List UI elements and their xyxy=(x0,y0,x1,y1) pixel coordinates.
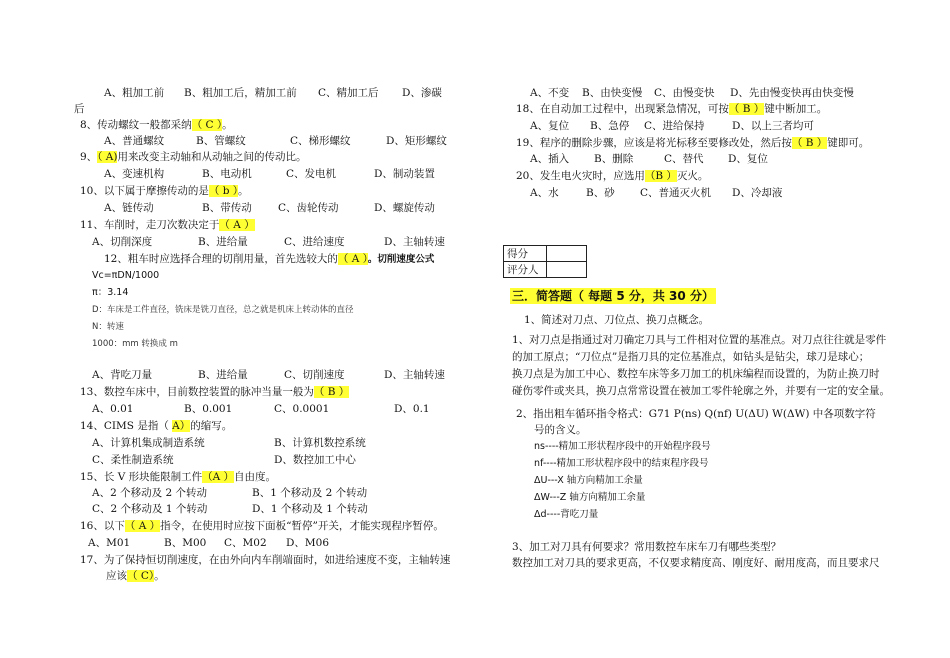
question-13: 13、数控车床中，目前数控装置的脉冲当量一般为（ B ） xyxy=(80,386,350,398)
formula-line: D：车床是工件直径，铣床是铣刀直径，总之就是机床上转动体的直径 xyxy=(92,305,354,315)
paragraph-line: 1、对刀点是指通过对刀确定刀具与工件相对位置的基准点。对刀点往往就是零件 xyxy=(512,334,887,346)
question-9: 9、（ A)用来改变主动轴和从动轴之间的传动比。 xyxy=(80,151,307,163)
paragraph-line: 的加工原点；“刀位点”是指刀具的定位基准点，如钻头是钻尖，球刀是球心； xyxy=(512,351,870,363)
option-line: A、0.01 B、0.001 C、0.0001 D、0.1 xyxy=(92,403,430,415)
question-20: 20、发生电火灾时，应选用（B ）灭火。 xyxy=(516,170,709,182)
option-line: A、2 个移动及 2 个转动 B、1 个移动及 2 个转动 xyxy=(92,487,368,499)
option-line: A、变速机构 B、电动机 C、发电机 D、制动装置 xyxy=(104,168,435,180)
question-12: 12、粗车时应选择合理的切削用量，首先选较大的（ A ）。切削速度公式 xyxy=(104,253,435,265)
list-item: ns----精加工形状程序段中的开始程序段号 xyxy=(534,441,711,452)
list-item: ΔU---X 轴方向精加工余量 xyxy=(534,475,643,486)
option-line: A、插入 B、删除 C、替代 D、复位 xyxy=(530,153,768,165)
answer-highlight: （ C ） xyxy=(191,119,223,131)
score-label: 得分 xyxy=(504,246,547,262)
grader-cell[interactable] xyxy=(547,262,587,278)
question-15: 15、长 V 形块能限制工件（A ）自由度。 xyxy=(80,471,277,483)
answer-highlight: （A ） xyxy=(202,471,235,483)
option-line: C、2 个移动及 1 个转动 D、1 个移动及 1 个转动 xyxy=(92,503,368,515)
answer-highlight: （ b ） xyxy=(208,185,239,197)
paragraph-line: 碰伤零件或夹具，换刀点常常设置在被加工零件轮廓之外，并要有一定的安全量。 xyxy=(512,385,890,397)
list-item: Δd----背吃刀量 xyxy=(534,509,599,520)
question-10: 10、以下属于摩擦传动的是（ b ）。 xyxy=(80,185,249,197)
question-11: 11、车削时，走刀次数决定于（ A ） xyxy=(80,219,255,231)
question-16: 16、以下（ A ）指令，在使用时应按下面板“暂停”开关，才能实现程序暂停。 xyxy=(80,520,444,532)
short-question-1: 1、简述对刀点、刀位点、换刀点概念。 xyxy=(524,314,710,326)
text-line: 后 xyxy=(74,103,85,115)
paragraph-line: 换刀点是为加工中心、数控车床等多刀加工的机床编程而设置的，为防止换刀时 xyxy=(512,368,880,380)
question-18: 18、在自动加工过程中，出现紧急情况，可按（ B ）键中断加工。 xyxy=(516,103,828,115)
short-question-2-line2: 号的含义。 xyxy=(534,424,587,436)
option-line: A、M01 B、M00 C、M02 D、M06 xyxy=(88,537,330,549)
answer-highlight: A） xyxy=(172,420,191,432)
answer-highlight: （ A ） xyxy=(124,520,161,532)
formula-line: N：转速 xyxy=(92,322,124,332)
option-line: A、水 B、砂 C、普通灭火机 D、冷却液 xyxy=(530,187,783,199)
question-8: 8、传动螺纹一般都采纳（ C ）。 xyxy=(80,119,233,131)
option-line: A、链传动 B、带传动 C、齿轮传动 D、螺旋传动 xyxy=(104,202,435,214)
answer-paragraph-3: 数控加工对刀具的要求更高，不仅要求精度高、刚度好、耐用度高，而且要求尺 xyxy=(512,557,880,569)
option-line: A、不变 B、由快变慢 C、由慢变快 D、先由慢变快再由快变慢 xyxy=(530,87,854,99)
option-line: C、柔性制造系统 D、数控加工中心 xyxy=(92,454,356,466)
answer-highlight: （ B ） xyxy=(791,137,828,149)
list-item: nf----精加工形状程序段中的结束程序段号 xyxy=(534,458,709,469)
section-heading: 三．简答题（ 每题 5 分，共 30 分） xyxy=(512,289,714,303)
question-14: 14、CIMS 是指（ A）的缩写。 xyxy=(80,420,233,432)
option-line: A、计算机集成制造系统 B、计算机数控系统 xyxy=(92,437,366,449)
formula-line: π：3.14 xyxy=(92,287,129,298)
answer-highlight: （ B ） xyxy=(728,103,765,115)
formula-line: Vc=πDN/1000 xyxy=(92,270,160,281)
option-line: A、粗加工前 B、粗加工后，精加工前 C、精加工后 D、渗碳 xyxy=(104,87,442,99)
short-question-2: 2、指出粗车循环指令格式：G71 P(ns) Q(nf) U(ΔU) W(ΔW) 中各项数字符 xyxy=(516,408,876,420)
option-line: A、复位 B、急停 C、进给保持 D、以上三者均可 xyxy=(530,120,814,132)
grader-label: 评分人 xyxy=(504,262,547,278)
answer-highlight: （ C） xyxy=(127,570,155,582)
answer-highlight: （ A ） xyxy=(219,219,255,231)
score-table xyxy=(503,245,587,278)
score-cell[interactable] xyxy=(547,246,587,262)
option-line: A、背吃刀量 B、进给量 C、切削速度 D、主轴转速 xyxy=(92,369,445,381)
answer-highlight: （ A) xyxy=(97,151,118,163)
question-17-line2: 应该（ C）。 xyxy=(106,570,165,582)
answer-highlight: （ A ） xyxy=(337,253,368,265)
short-question-3: 3、加工对刀具有何要求？常用数控车床车刀有哪些类型？ xyxy=(512,541,782,553)
question-17: 17、为了保持恒切削速度，在由外向内车削端面时，如进给速度不变，主轴转速 xyxy=(80,554,451,566)
formula-line: 1000：mm 转换成 m xyxy=(92,339,178,349)
answer-highlight: （ B ） xyxy=(313,386,350,398)
question-19: 19、程序的删除步骤，应该是将光标移至要修改处，然后按（ B ）键即可。 xyxy=(516,137,870,149)
answer-highlight: （B ） xyxy=(644,170,677,182)
list-item: ΔW---Z 轴方向精加工余量 xyxy=(534,492,646,503)
option-line: A、普通螺纹 B、管螺纹 C、梯形螺纹 D、矩形螺纹 xyxy=(104,135,447,147)
option-line: A、切削深度 B、进给量 C、进给速度 D、主轴转速 xyxy=(92,236,445,248)
